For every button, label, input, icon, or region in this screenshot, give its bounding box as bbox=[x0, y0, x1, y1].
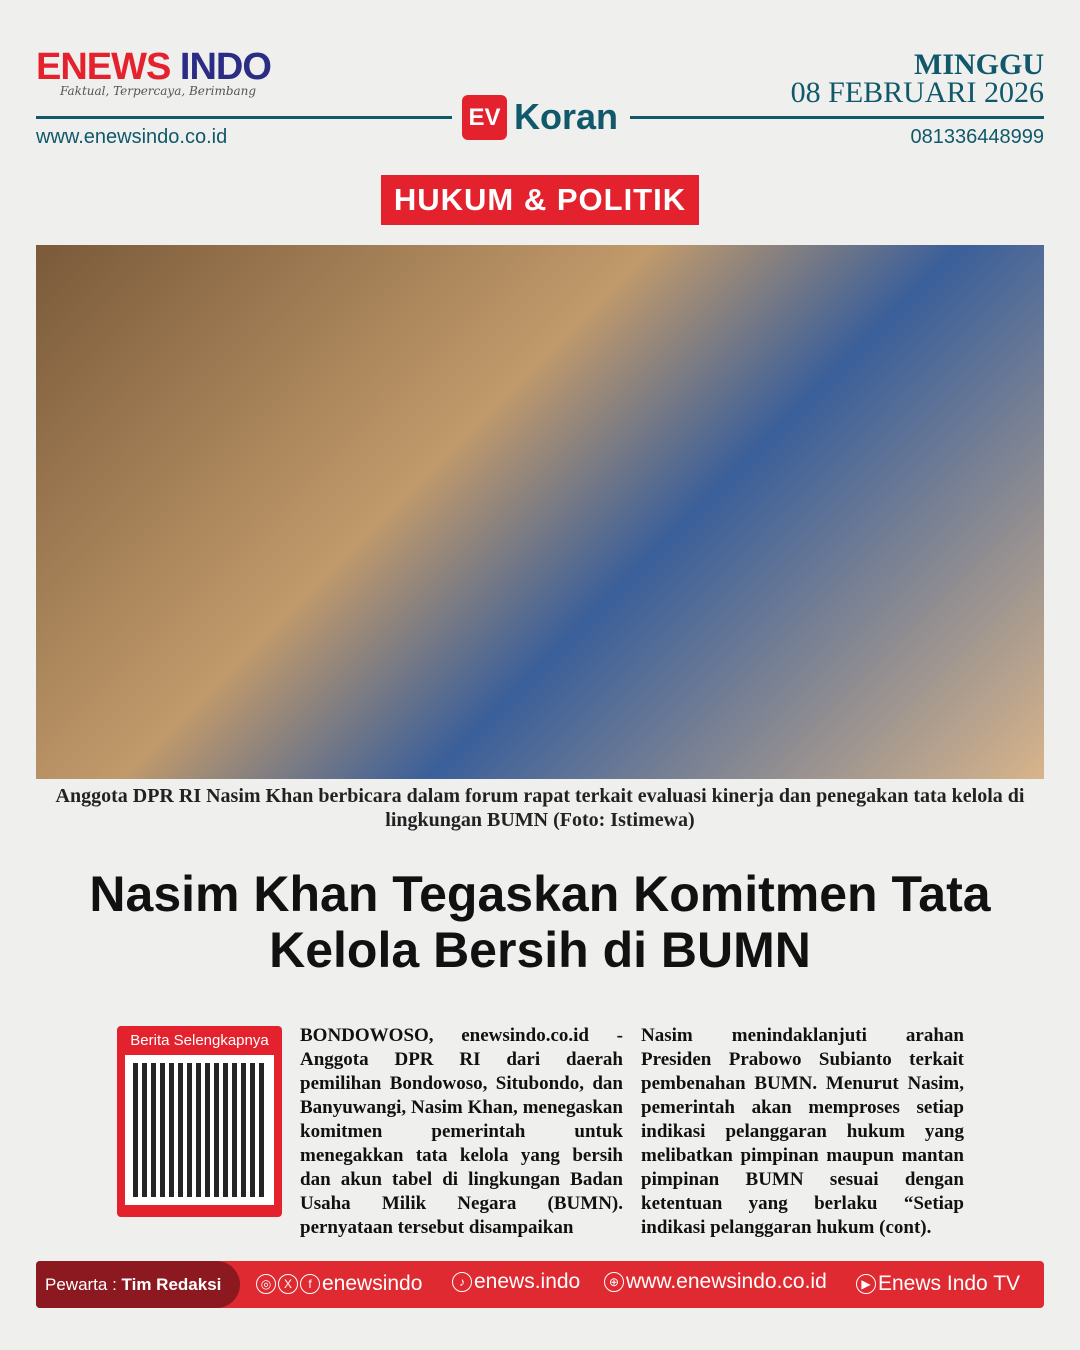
date: 08 FEBRUARI 2026 bbox=[790, 76, 1044, 109]
ev-logo-icon: EV bbox=[462, 95, 507, 140]
category-badge: HUKUM & POLITIK bbox=[381, 175, 699, 225]
headline: Nasim Khan Tegaskan Komitmen Tata Kelola Bersih di BUMN bbox=[89, 866, 991, 978]
divider bbox=[630, 116, 1044, 119]
qr-code[interactable] bbox=[133, 1063, 266, 1197]
day: MINGGU bbox=[914, 48, 1044, 81]
social-accounts[interactable]: ◎ X f enewsindo bbox=[256, 1272, 422, 1296]
globe-icon: ⊕ bbox=[604, 1272, 624, 1292]
footer-bar bbox=[36, 1261, 1044, 1308]
web-link[interactable]: ⊕ www.enewsindo.co.id bbox=[604, 1270, 827, 1294]
photo-caption: Anggota DPR RI Nasim Khan berbicara dalam forum rapat terkait evaluasi kinerja dan penegakan tata kelola di lingkungan BUMN (Foto: Istimewa) bbox=[55, 785, 1025, 831]
qr-card[interactable] bbox=[117, 1026, 282, 1217]
reporter: Pewarta : Tim Redaksi bbox=[36, 1261, 240, 1308]
divider bbox=[36, 116, 452, 119]
x-icon: X bbox=[278, 1274, 298, 1294]
body-column-1: BONDOWOSO, enewsindo.co.id - Anggota DPR RI dari daerah pemilihan Bondowoso, Situbondo, dan Banyuwangi, Nasim Khan, menegaskan komitmen pemerintah untuk menegakkan tata kelola yang bersih dan akun tabel di lingkungan Badan Usaha Milik Negara (BUMN). pernyataan tersebut disampaikan bbox=[300, 1025, 623, 1238]
youtube-link[interactable]: ▶ Enews Indo TV bbox=[856, 1272, 1020, 1296]
instagram-icon: ◎ bbox=[256, 1274, 276, 1294]
tagline: Faktual, Terpercaya, Berimbang bbox=[60, 84, 257, 98]
tiktok-link[interactable]: ♪ enews.indo bbox=[452, 1270, 580, 1294]
brand-logo: ENEWS INDO bbox=[36, 46, 271, 88]
body-column-2: Nasim menindaklanjuti arahan Presiden Prabowo Subianto terkait pembenahan BUMN. Menurut Nasim, pemerintah akan memproses setiap indikasi pelanggaran hukum yang melibatkan pimpinan maupun mantan pimpinan BUMN sesuai dengan ketentuan yang berlaku “Setiap indikasi pelanggaran hukum (cont). bbox=[641, 1025, 964, 1238]
website-url[interactable]: www.enewsindo.co.id bbox=[36, 126, 228, 148]
qr-label: Berita Selengkapnya bbox=[130, 1032, 269, 1049]
youtube-icon: ▶ bbox=[856, 1274, 876, 1294]
phone: 081336448999 bbox=[910, 126, 1044, 148]
tiktok-icon: ♪ bbox=[452, 1272, 472, 1292]
koran-title: Koran bbox=[514, 96, 619, 137]
article-photo bbox=[36, 245, 1044, 779]
facebook-icon: f bbox=[300, 1274, 320, 1294]
